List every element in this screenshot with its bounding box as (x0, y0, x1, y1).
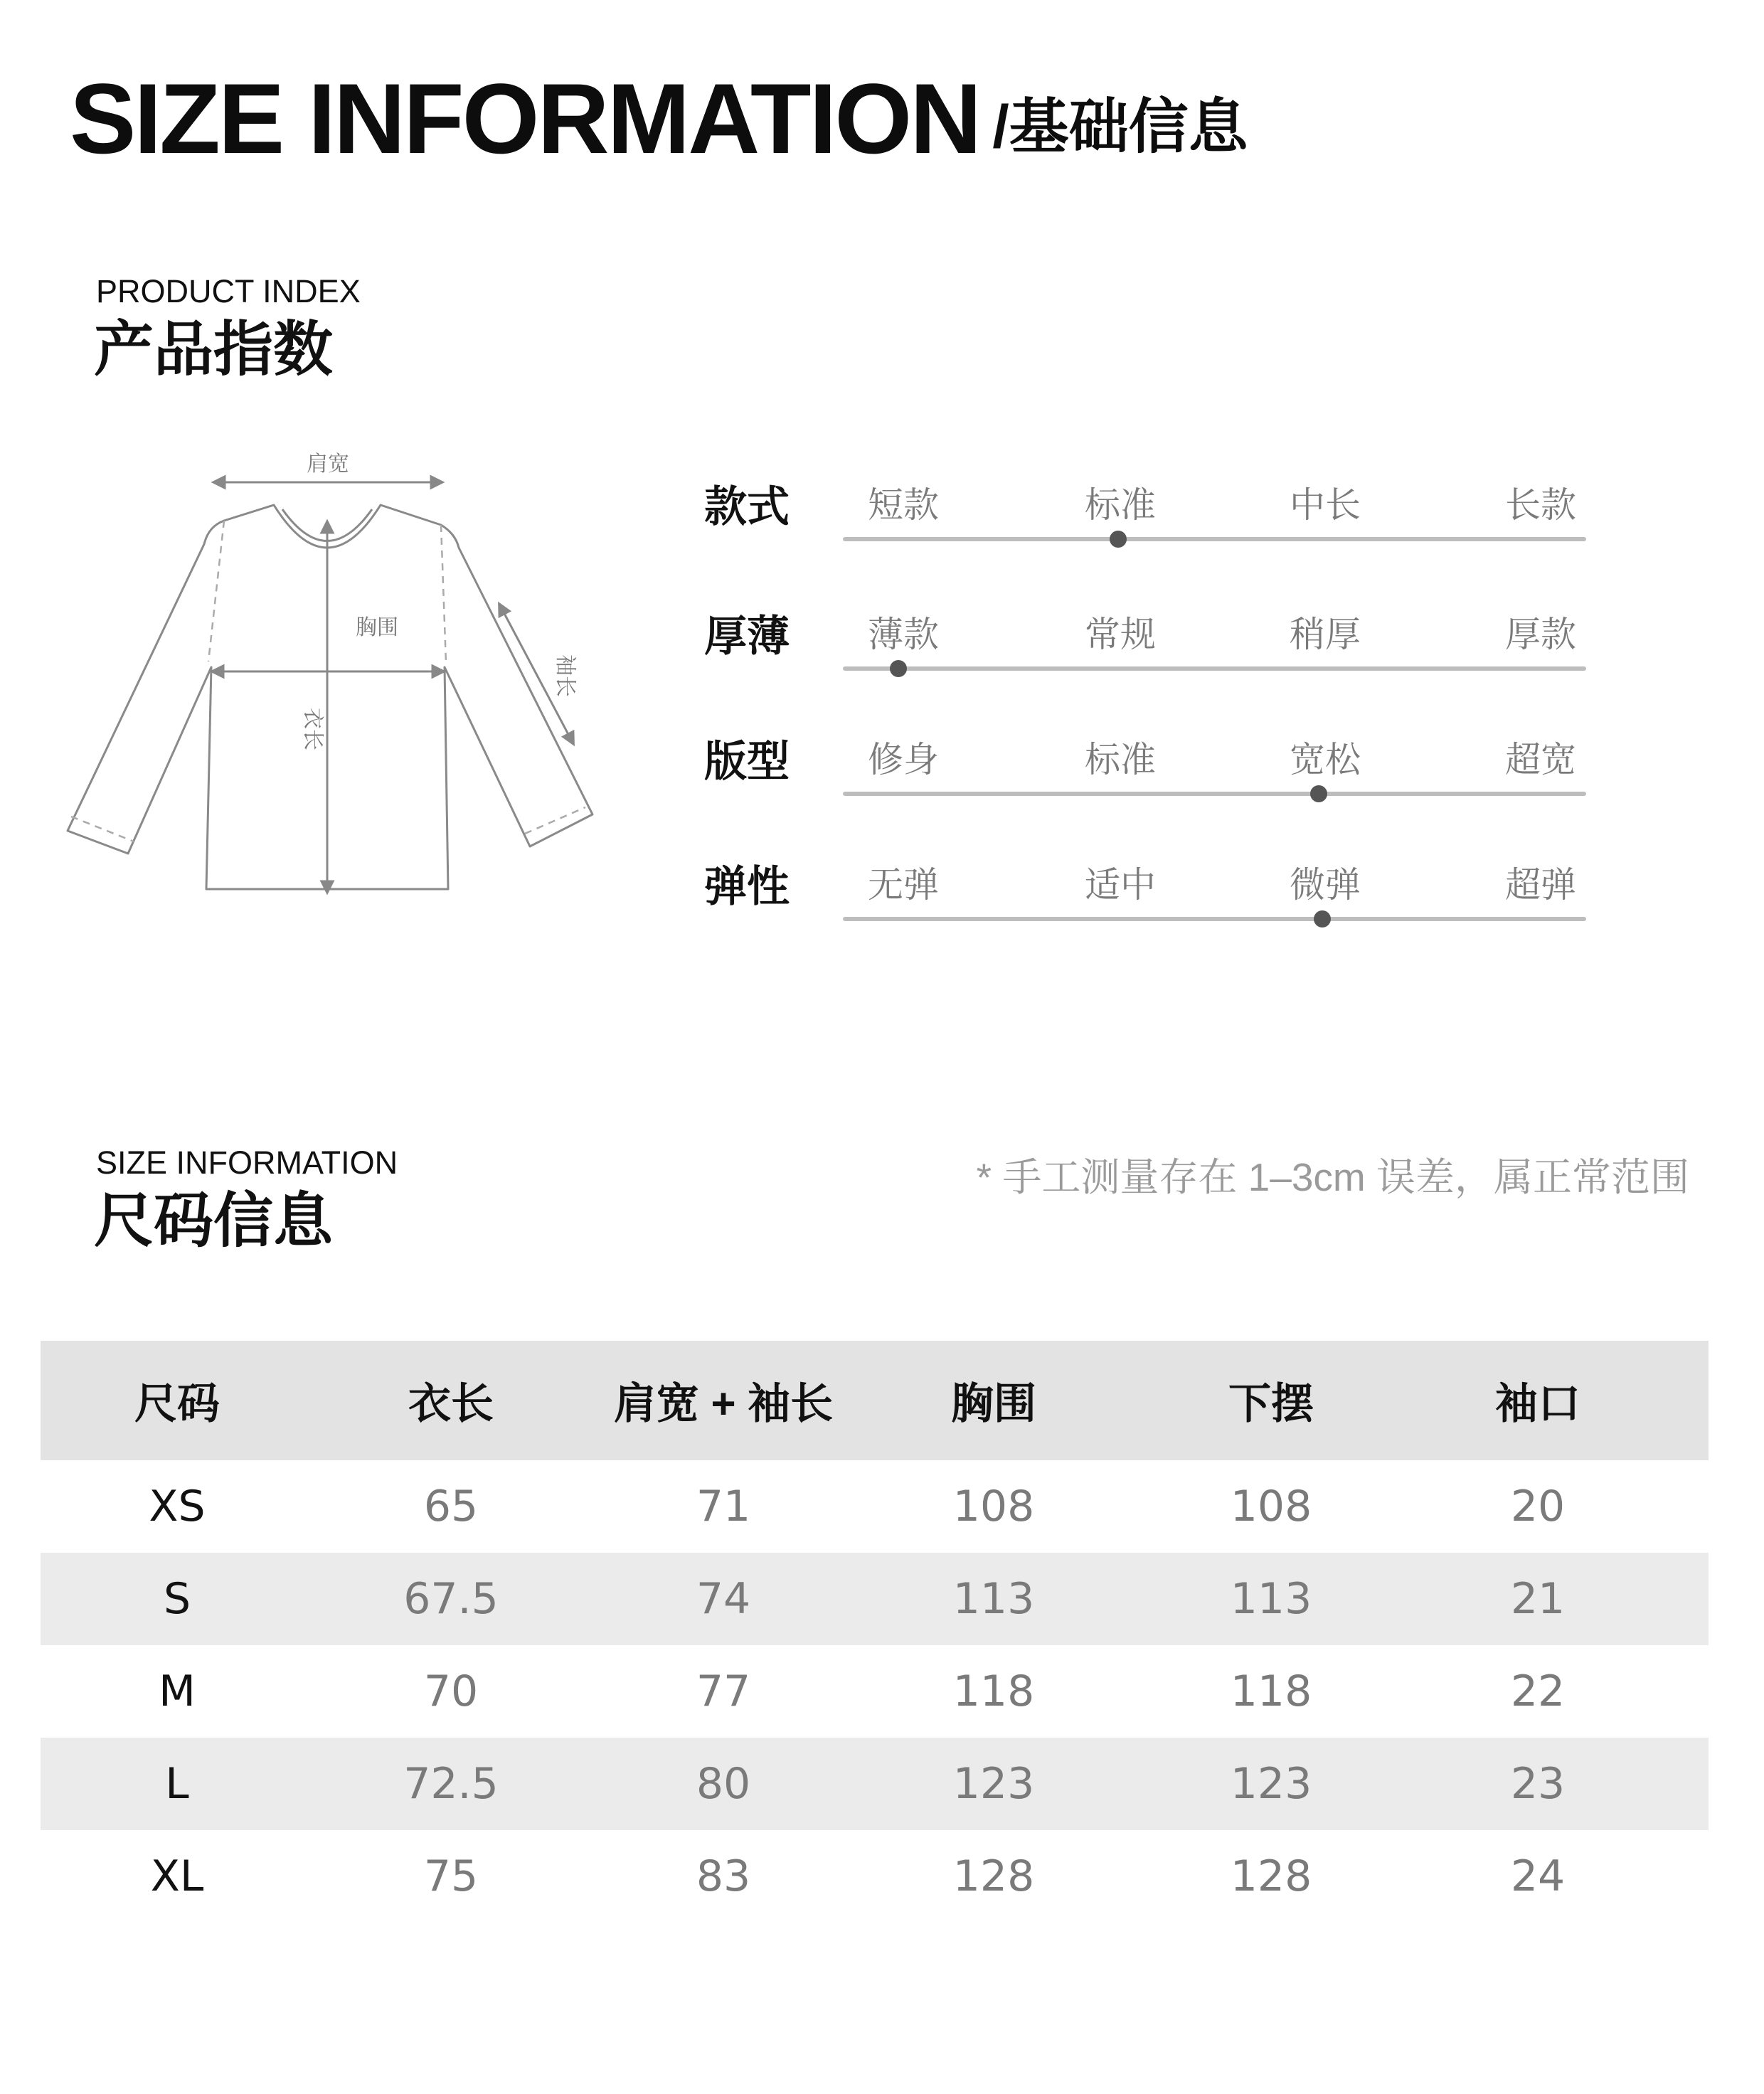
index-track (843, 917, 1586, 921)
index-option: 厚款 (1505, 615, 1576, 654)
table-cell: 24 (1510, 1851, 1566, 1901)
index-option: 微弹 (1290, 865, 1361, 905)
table-cell: 108 (1230, 1482, 1312, 1531)
size-label-cell: M (159, 1667, 196, 1716)
table-cell: 80 (696, 1759, 751, 1809)
table-cell: 23 (1510, 1759, 1566, 1809)
table-row (41, 1645, 1709, 1738)
table-cell: 123 (1230, 1759, 1312, 1809)
table-cell: 113 (952, 1574, 1035, 1624)
index-track (843, 537, 1586, 541)
index-option: 适中 (1085, 865, 1156, 905)
product-index (704, 455, 1600, 953)
index-row-label: 厚薄 (704, 612, 790, 660)
sweatshirt-outline-icon (68, 505, 593, 889)
index-track (843, 666, 1586, 671)
index-option: 标准 (1085, 740, 1156, 780)
index-option: 薄款 (868, 615, 939, 654)
table-cell: 77 (696, 1667, 751, 1716)
table-cell: 75 (423, 1851, 479, 1901)
label-sleeve: 袖长 (553, 654, 578, 697)
table-cell: 118 (952, 1667, 1035, 1716)
index-marker-dot (1110, 531, 1127, 548)
table-cell: 128 (952, 1851, 1035, 1901)
table-row (41, 1738, 1709, 1830)
table-cell: 128 (1230, 1851, 1312, 1901)
label-chest: 胸围 (356, 615, 398, 640)
index-row (704, 710, 1600, 809)
table-row (41, 1553, 1709, 1645)
table-cell: 108 (952, 1482, 1035, 1531)
index-option: 短款 (868, 485, 939, 525)
product-index-heading-cn: 产品指数 (94, 316, 334, 383)
index-option: 超宽 (1505, 740, 1576, 780)
size-label-cell: XS (149, 1482, 206, 1531)
size-label-cell: S (163, 1574, 191, 1624)
index-row-label: 款式 (704, 483, 790, 531)
index-option: 宽松 (1290, 740, 1361, 780)
index-option: 长款 (1505, 485, 1576, 525)
table-cell: 83 (696, 1851, 751, 1901)
index-row-label: 弹性 (704, 863, 790, 910)
index-option: 标准 (1085, 485, 1156, 525)
table-cell: 70 (423, 1667, 479, 1716)
table-cell: 22 (1510, 1667, 1566, 1716)
index-option: 常规 (1085, 615, 1156, 654)
table-cell: 72.5 (403, 1759, 499, 1809)
table-header-cell: 尺码 (134, 1380, 220, 1428)
table-cell: 74 (696, 1574, 751, 1624)
index-option: 修身 (868, 740, 939, 780)
size-info-heading-cn: 尺码信息 (94, 1187, 334, 1254)
label-length: 衣长 (300, 708, 325, 750)
table-header-cell: 下摆 (1228, 1380, 1314, 1428)
size-info-heading-en: SIZE INFORMATION (96, 1144, 398, 1181)
table-cell: 65 (423, 1482, 479, 1531)
index-row (704, 835, 1600, 935)
index-row (704, 455, 1600, 555)
table-header-row (41, 1341, 1709, 1460)
product-index-heading-en: PRODUCT INDEX (96, 273, 361, 309)
index-row-label: 版型 (704, 738, 790, 785)
page-title-en: SIZE INFORMATION (70, 63, 980, 174)
index-row (704, 585, 1600, 684)
table-cell: 21 (1510, 1574, 1566, 1624)
index-option: 稍厚 (1290, 615, 1361, 654)
size-label-cell: XL (150, 1851, 204, 1901)
index-marker-dot (1310, 785, 1327, 802)
table-cell: 113 (1230, 1574, 1312, 1624)
table-header-cell: 肩宽 + 袖长 (613, 1380, 834, 1428)
table-header-cell: 袖口 (1495, 1380, 1580, 1428)
measurement-note: * 手工测量存在 1–3cm 误差，属正常范围 (976, 1155, 1689, 1199)
table-cell: 67.5 (403, 1574, 499, 1624)
table-cell: 20 (1510, 1482, 1566, 1531)
table-header-cell: 衣长 (408, 1380, 494, 1428)
table-cell: 118 (1230, 1667, 1312, 1716)
index-option: 超弹 (1505, 865, 1576, 905)
size-table (41, 1341, 1709, 1923)
table-row (41, 1830, 1709, 1923)
table-cell: 71 (696, 1482, 751, 1531)
page-title (70, 65, 1248, 180)
page-title-cn: /基础信息 (992, 93, 1248, 160)
index-track (843, 792, 1586, 796)
index-marker-dot (890, 660, 907, 677)
table-row (41, 1460, 1709, 1553)
table-header-cell: 胸围 (951, 1380, 1036, 1428)
garment-diagram (60, 441, 615, 910)
index-option: 中长 (1290, 485, 1361, 525)
label-shoulder: 肩宽 (307, 452, 349, 477)
index-option: 无弹 (868, 865, 939, 905)
size-label-cell: L (165, 1759, 189, 1809)
table-cell: 123 (952, 1759, 1035, 1809)
index-marker-dot (1314, 910, 1331, 928)
